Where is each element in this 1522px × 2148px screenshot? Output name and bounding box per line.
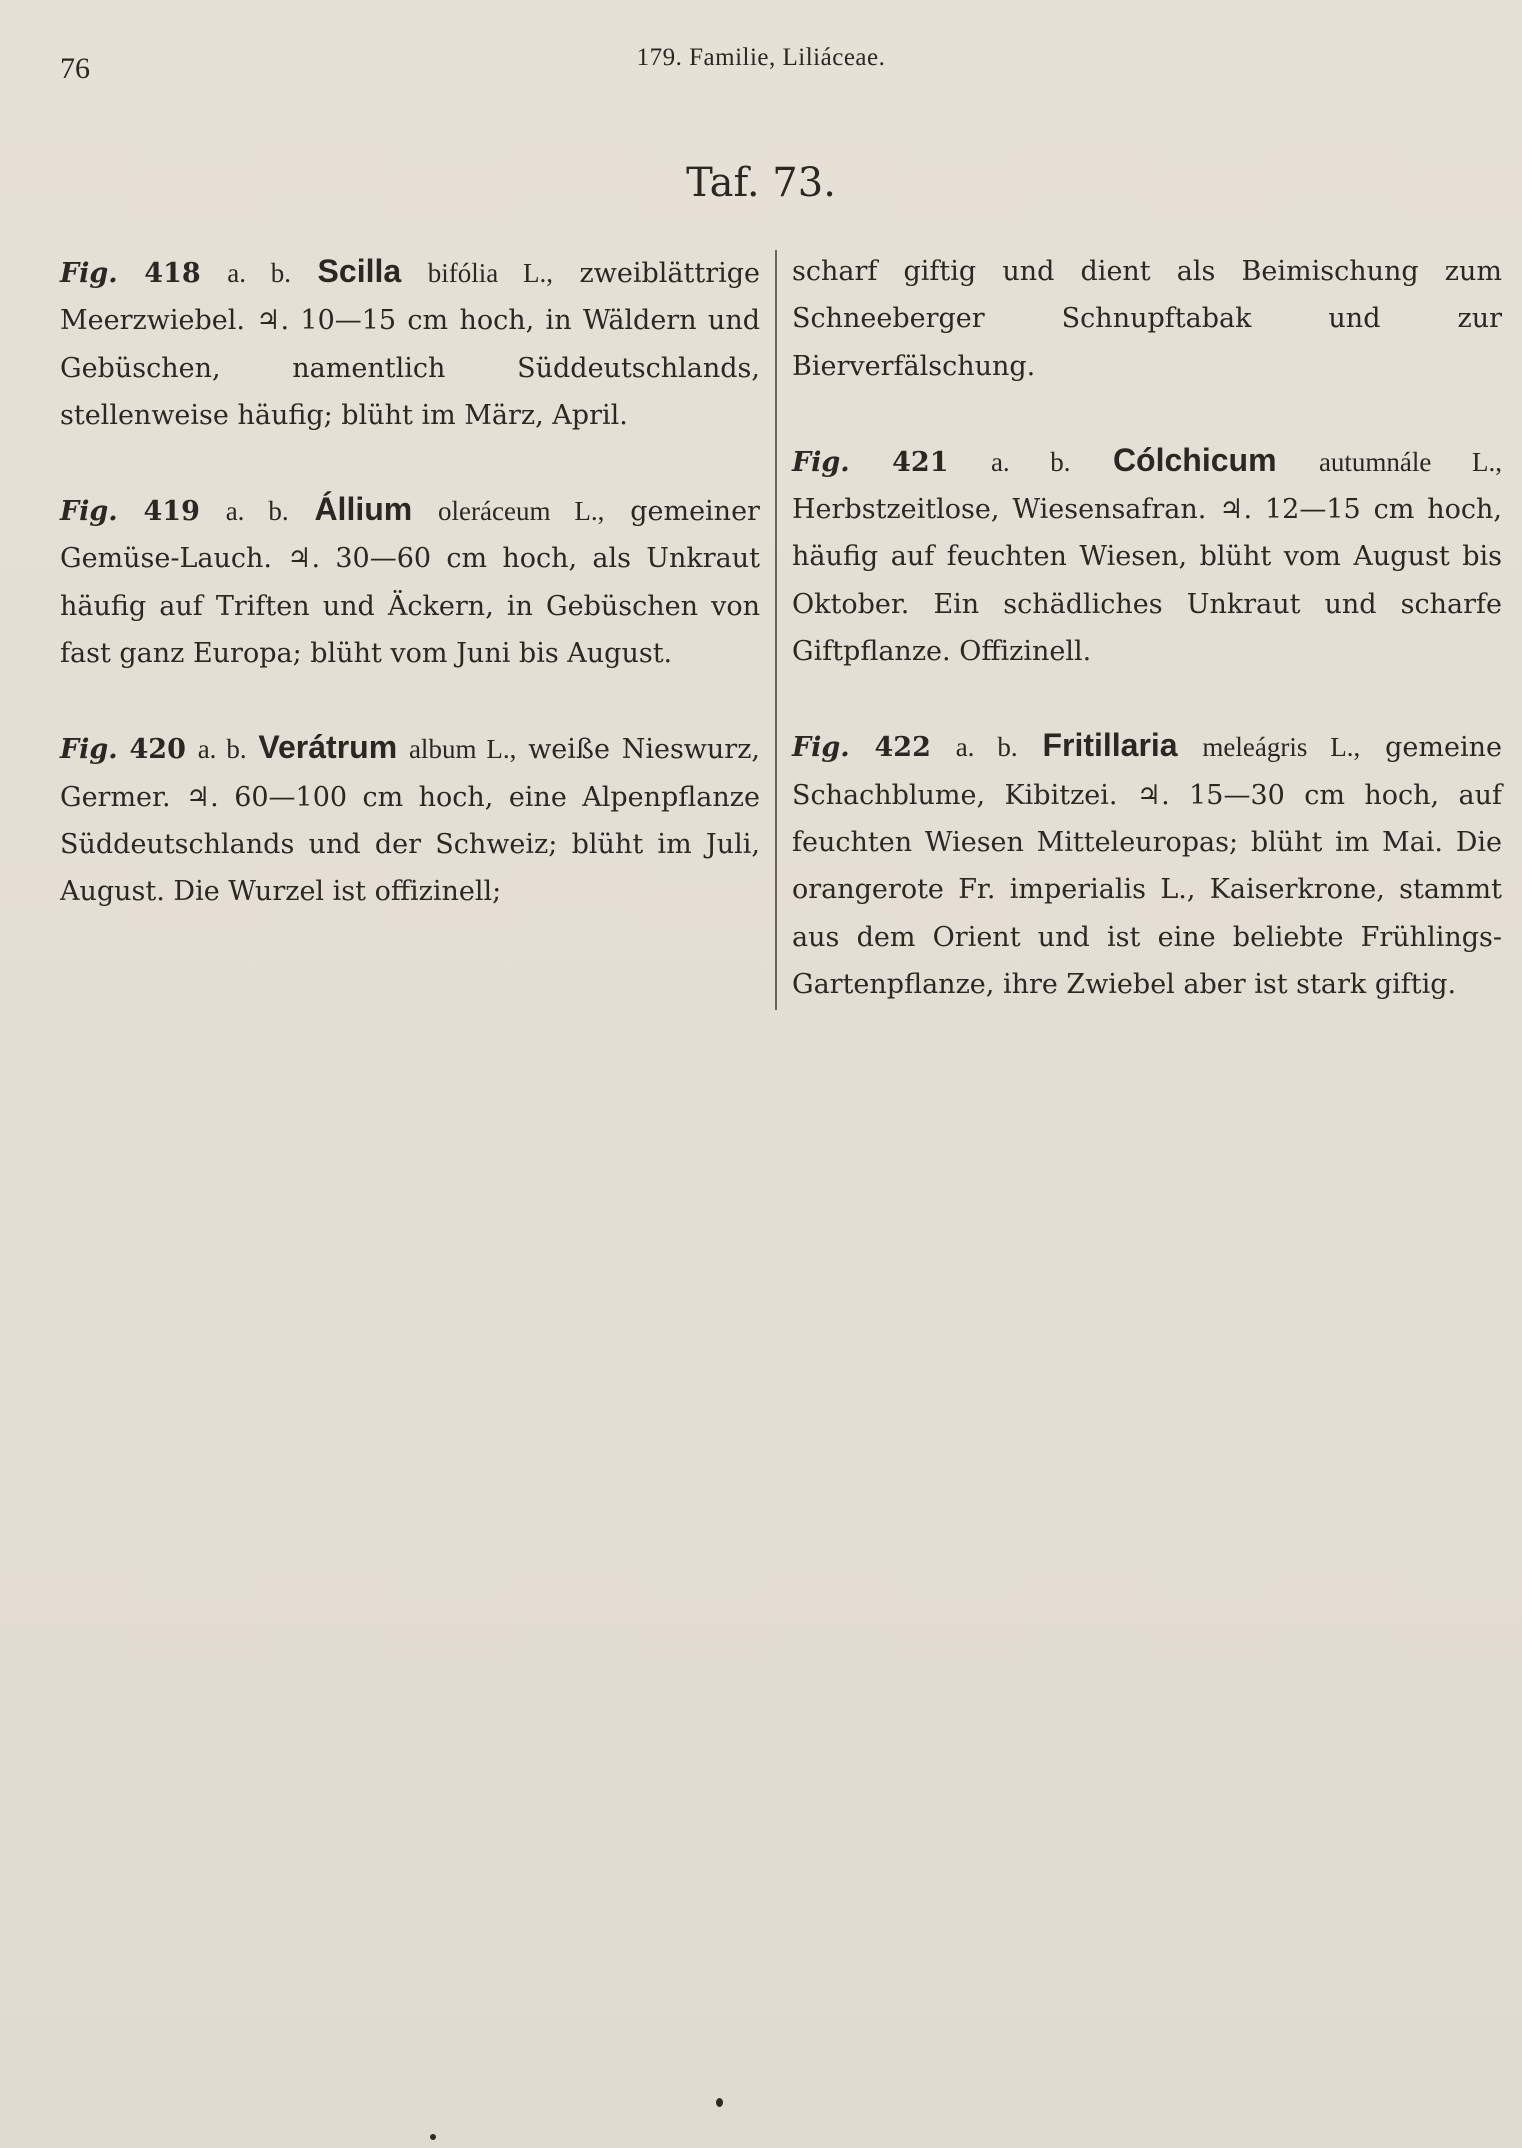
entry-fig-422 (792, 722, 1502, 1008)
entry-fig-420 (60, 724, 760, 915)
fig-label: Fig. (60, 496, 118, 528)
plate-title: Taf. 73. (686, 160, 836, 206)
fig-number: 422 (874, 732, 931, 764)
continuation-text: scharf giftig und dient als Beimischung zum Schneeberger Schnupftabak und zur Bierverfälschung. (792, 256, 1502, 382)
species-name: album L., (408, 734, 517, 765)
genus-name: Cólchicum (1112, 441, 1277, 478)
entry-text: gemeine Schachblume, Kibitzei. ♃. 15—30 cm hoch, auf feuchten Wiesen Mitteleuropas; blüht im Mai. Die orangerote Fr. imperialis L., Kaiserkrone, stammt aus dem Orient und ist eine beliebte Frühlings-Gartenpflanze, ihre Zwiebel aber ist stark giftig. (792, 732, 1502, 1000)
fig-number: 420 (129, 734, 186, 766)
genus-name: Verátrum (258, 729, 398, 766)
left-column (60, 248, 760, 963)
entry-fig-421 (792, 437, 1502, 675)
fig-parts: a. b. (955, 732, 1018, 763)
ink-speck (430, 2134, 436, 2140)
entry-fig-419 (60, 486, 760, 677)
genus-name: Állium (314, 491, 413, 528)
fig-label: Fig. (792, 732, 850, 764)
entry-text: gemeiner Gemüse-Lauch. ♃. 30—60 cm hoch, als Unkraut häufig auf Triften und Äckern, in Gebüschen von fast ganz Europa; blüht vom Juni bis August. (60, 496, 760, 670)
species-name: oleráceum L., (438, 496, 605, 527)
species-name: autumnále L., (1318, 446, 1502, 477)
entry-text: weiße Nieswurz, Germer. ♃. 60—100 cm hoch, eine Alpenpflanze Süddeutschlands und der Schweiz; blüht im Juli, August. Die Wurzel ist offizinell; (60, 734, 761, 908)
entry-fig-418 (60, 248, 760, 439)
species-name: bifólia L., (427, 258, 553, 288)
species-name: meleágris L., (1202, 732, 1361, 763)
running-head: 179. Familie, Liliáceae. (636, 44, 886, 71)
fig-label: Fig. (60, 258, 118, 289)
fig-parts: a. b. (227, 258, 291, 288)
entry-text: zweiblättrige Meerzwiebel. ♃. 10—15 cm hoch, in Wäldern und Gebüschen, namentlich Süddeutschlands, stellenweise häufig; blüht im März, April. (60, 258, 761, 431)
column-rule (775, 250, 777, 1010)
page-number: 76 (60, 52, 90, 85)
fig-label: Fig. (60, 734, 118, 766)
fig-label: Fig. (792, 446, 850, 478)
fig-number: 418 (144, 258, 201, 289)
fig-parts: a. b. (197, 734, 247, 765)
fig-parts: a. b. (225, 496, 289, 527)
entry-text: Herbstzeitlose, Wiesensafran. ♃. 12—15 cm hoch, häufig auf feuchten Wiesen, blüht vom August bis Oktober. Ein schädliches Unkraut und scharfe Giftpflanze. Offizinell. (792, 494, 1502, 668)
entry-continuation (792, 248, 1502, 390)
right-column (792, 248, 1502, 1055)
genus-name: Scilla (317, 253, 402, 289)
genus-name: Fritillaria (1042, 727, 1178, 764)
fig-number: 419 (143, 496, 200, 528)
fig-number: 421 (892, 446, 949, 478)
ink-speck (716, 2098, 723, 2107)
fig-parts: a. b. (990, 446, 1071, 477)
